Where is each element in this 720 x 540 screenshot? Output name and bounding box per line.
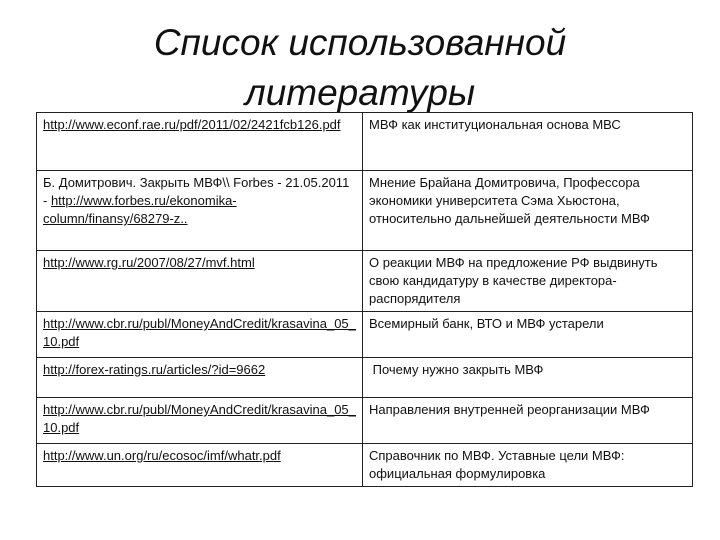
references-table bbox=[36, 112, 693, 487]
table-row bbox=[37, 312, 693, 358]
description-cell: О реакции МВФ на предложение РФ выдвинуть свою кандидатуру в качестве директора-распорядителя bbox=[363, 251, 693, 312]
table-row bbox=[37, 251, 693, 312]
description-cell: Всемирный банк, ВТО и МВФ устарели bbox=[363, 312, 693, 358]
source-link[interactable]: http://www.econf.rae.ru/pdf/2011/02/2421fcb126.pdf bbox=[43, 117, 341, 132]
source-cell bbox=[37, 358, 363, 398]
source-link[interactable]: http://forex-ratings.ru/articles/?id=9662 bbox=[43, 362, 266, 377]
source-cell bbox=[37, 398, 363, 444]
source-cell bbox=[37, 312, 363, 358]
source-cell bbox=[37, 251, 363, 312]
description-cell: Направления внутренней реорганизации МВФ bbox=[363, 398, 693, 444]
table-row bbox=[37, 444, 693, 487]
description-cell: Почему нужно закрыть МВФ bbox=[363, 358, 693, 398]
source-link[interactable]: http://www.cbr.ru/publ/MoneyAndCredit/krasavina_05_10.pdf bbox=[43, 402, 356, 435]
source-link[interactable]: http://www.un.org/ru/ecosoc/imf/whatr.pdf bbox=[43, 448, 281, 463]
slide-title-line-1: Список использованной bbox=[153, 22, 567, 63]
description-cell: Справочник по МВФ. Уставные цели МВФ: официальная формулировка bbox=[363, 444, 693, 487]
slide-title bbox=[120, 18, 600, 118]
source-cell bbox=[37, 113, 363, 171]
source-link[interactable]: http://www.cbr.ru/publ/MoneyAndCredit/krasavina_05_10.pdf bbox=[43, 316, 356, 349]
slide-title-line-2: литературы bbox=[244, 72, 476, 113]
table-row bbox=[37, 113, 693, 171]
table-row bbox=[37, 171, 693, 251]
description-cell: Мнение Брайана Домитровича, Профессора экономики университета Сэма Хьюстона, относительно дальнейшей деятельности МВФ bbox=[363, 171, 693, 251]
source-cell bbox=[37, 444, 363, 487]
table-row bbox=[37, 358, 693, 398]
source-text: Б. Домитрович. Закрыть МВФ\\ Forbes - 21.05.2011 - bbox=[43, 175, 350, 208]
source-cell bbox=[37, 171, 363, 251]
source-link[interactable]: http://www.forbes.ru/ekonomika-column/finansy/68279-z.. bbox=[43, 193, 237, 226]
description-cell: МВФ как институциональная основа МВС bbox=[363, 113, 693, 171]
table-row bbox=[37, 398, 693, 444]
source-link[interactable]: http://www.rg.ru/2007/08/27/mvf.html bbox=[43, 255, 255, 270]
